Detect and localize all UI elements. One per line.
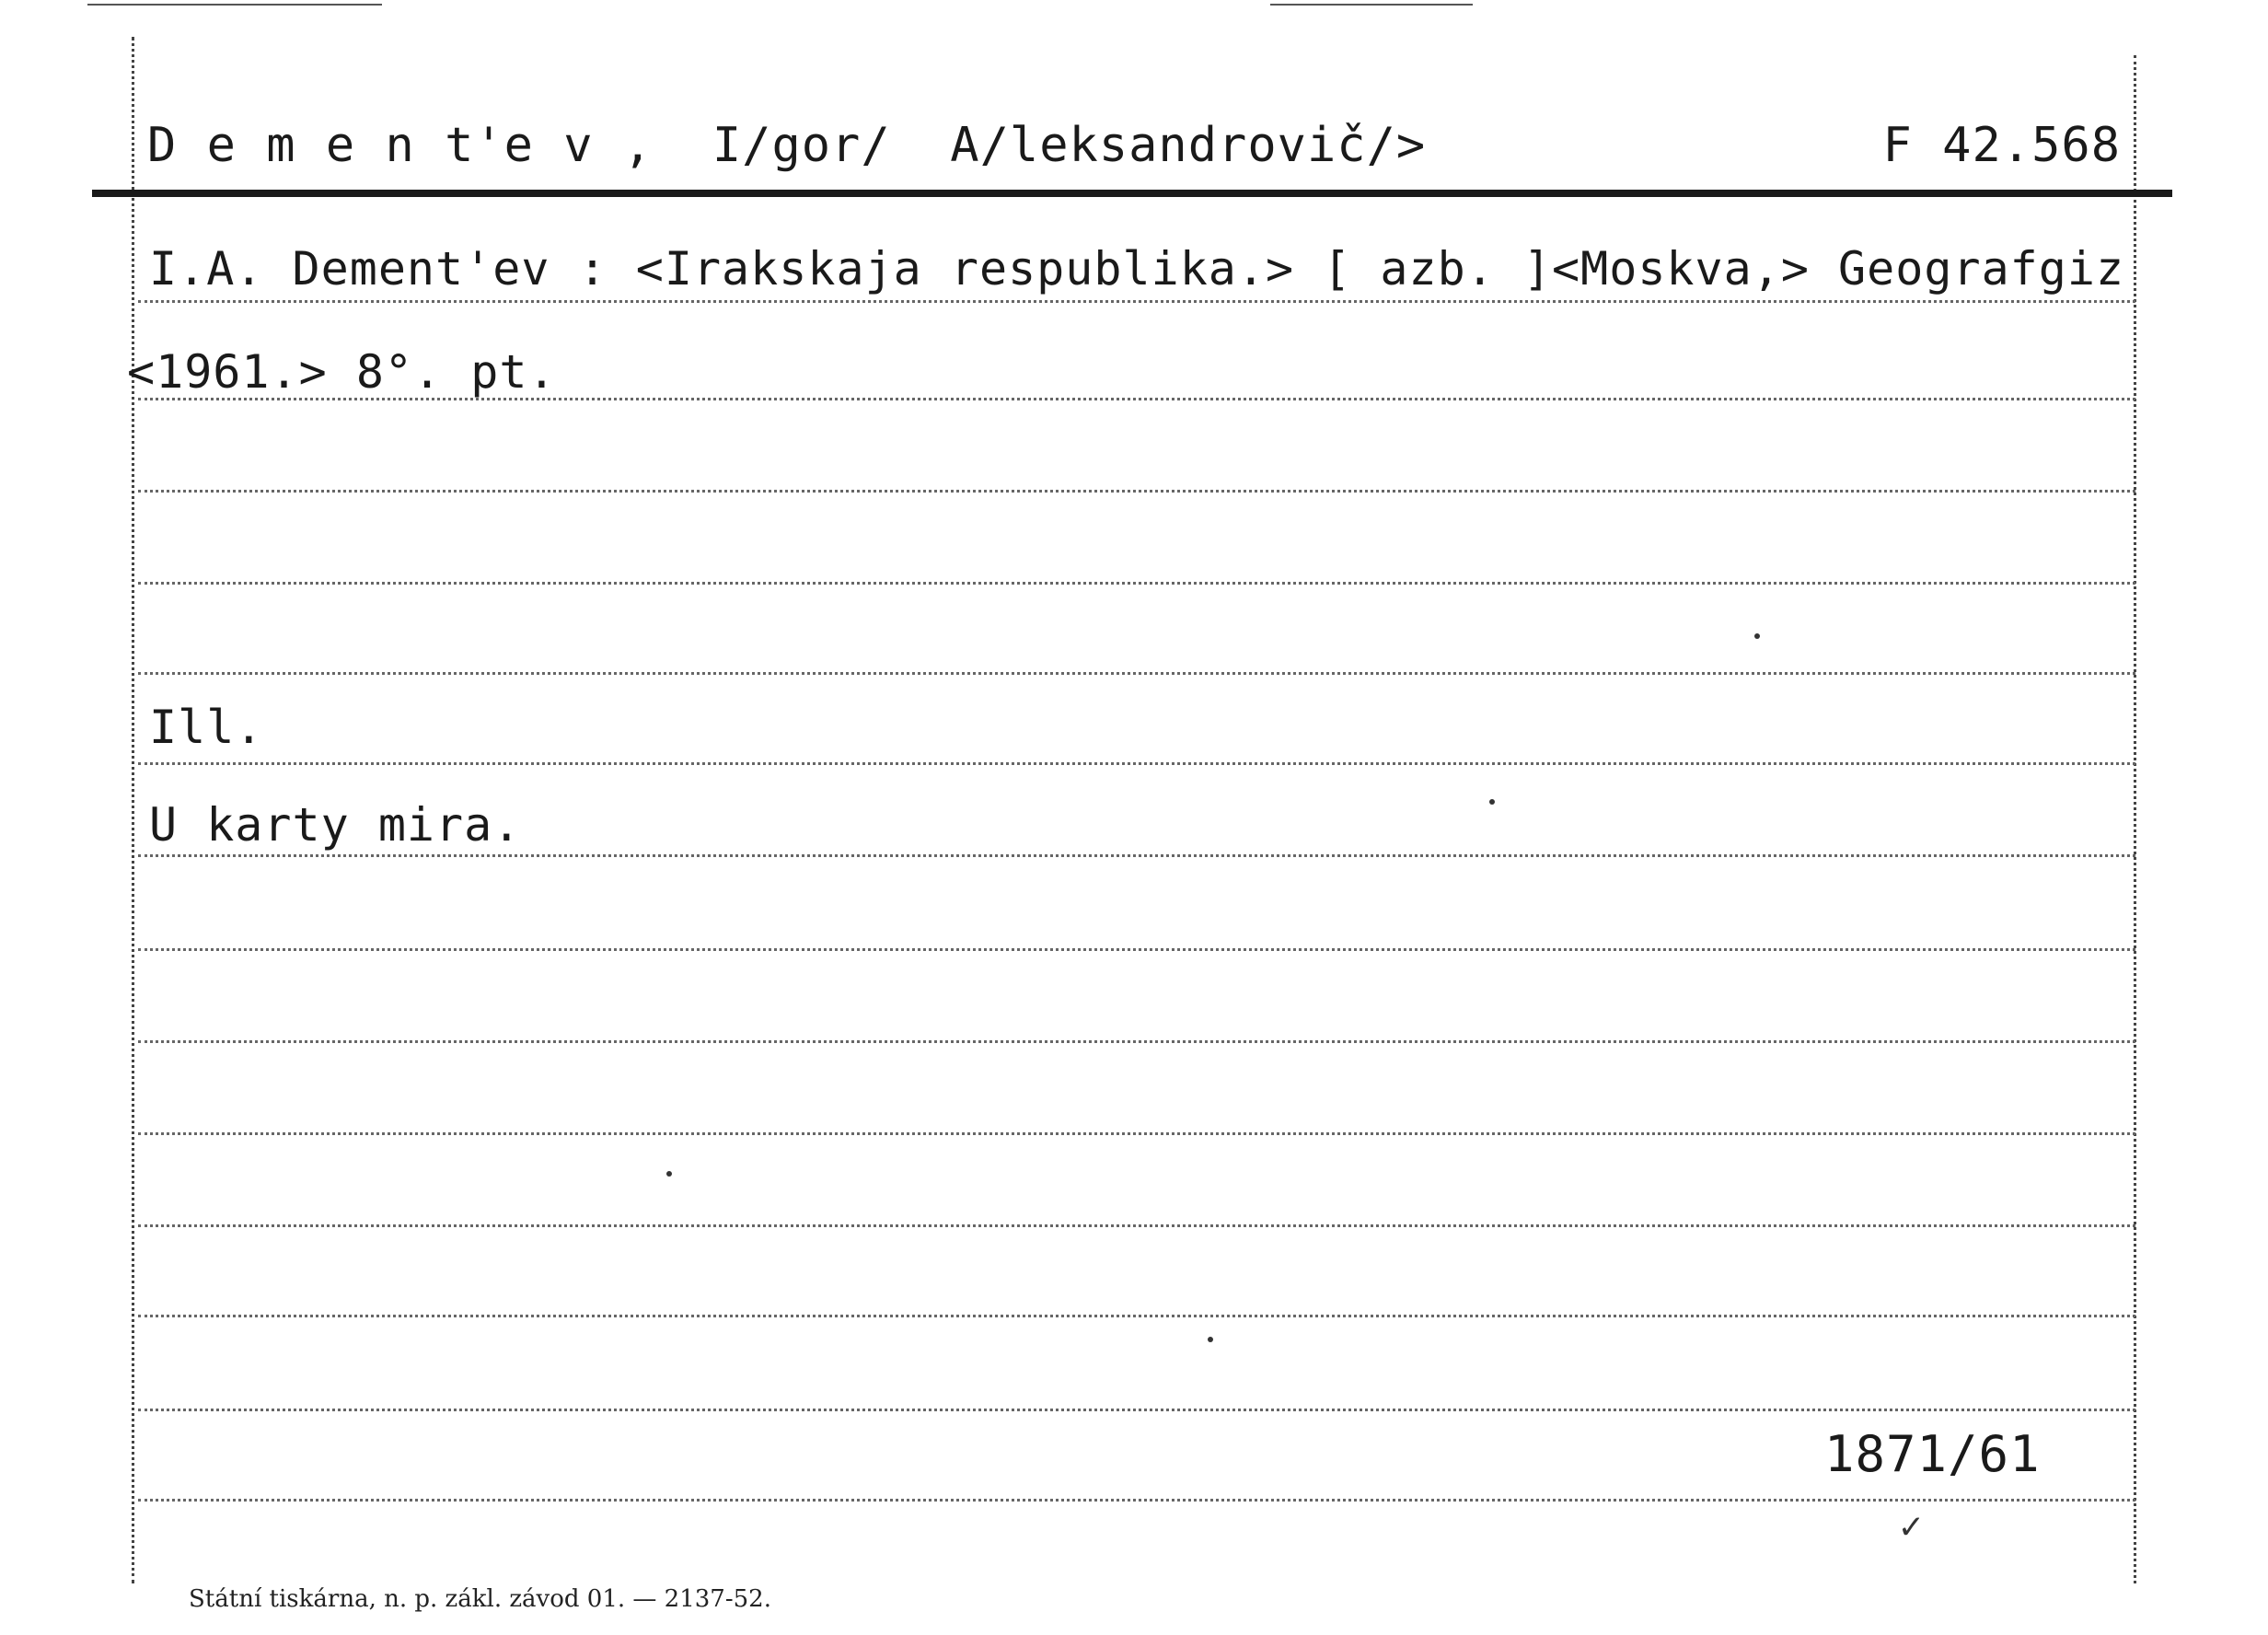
- check-mark-icon: ✓: [1900, 1505, 1924, 1548]
- imprint-statement: <1961.> 8°. pt.: [127, 345, 557, 399]
- ruled-line: [138, 672, 2135, 675]
- top-edge-rule: [87, 4, 382, 6]
- ruled-line: [138, 1315, 2135, 1317]
- ruled-line: [138, 582, 2135, 585]
- ruled-line: [138, 854, 2135, 857]
- shelfmark: F 42.568: [1882, 118, 2121, 173]
- header-rule: [92, 190, 2172, 197]
- title-statement: I.A. Dement'ev : <Irakskaja respublika.> [ azb. ]<Moskva,> Geografgiz: [149, 242, 2125, 296]
- left-margin-line: [132, 37, 134, 1583]
- ink-speck: [1754, 633, 1760, 639]
- illustrations-note: Ill.: [149, 701, 264, 754]
- ink-speck: [1208, 1337, 1213, 1342]
- ruled-line: [138, 1040, 2135, 1043]
- series-note: U karty mira.: [149, 798, 522, 852]
- ruled-line: [138, 1132, 2135, 1135]
- ink-speck: [1489, 799, 1495, 805]
- ruled-line: [138, 1224, 2135, 1227]
- author-heading: D e m e n t'e v , I/gor/ A/leksandrovič/>: [147, 118, 1427, 173]
- ink-speck: [666, 1171, 672, 1177]
- ruled-line: [138, 1499, 2135, 1502]
- ruled-line: [138, 948, 2135, 951]
- ruled-line: [138, 300, 2135, 303]
- ruled-line: [138, 1409, 2135, 1411]
- ruled-line: [138, 490, 2135, 493]
- right-margin-line: [2134, 55, 2136, 1583]
- ruled-line: [138, 762, 2135, 765]
- top-edge-rule: [1270, 4, 1473, 6]
- accession-number: 1871/61: [1824, 1425, 2041, 1483]
- ruled-line: [138, 398, 2135, 400]
- printer-imprint: Státní tiskárna, n. p. zákl. závod 01. — 2137-52.: [189, 1585, 771, 1613]
